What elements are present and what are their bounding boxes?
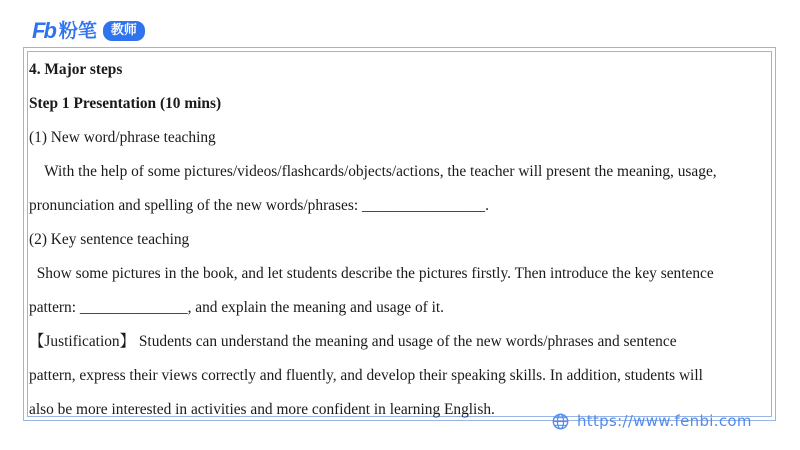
justification-line1: 【Justification】 Students can understand the meaning and usage of the new words/phrases and sentence bbox=[29, 333, 677, 350]
fenbi-logo bbox=[32, 19, 145, 43]
section-heading: 4. Major steps bbox=[29, 61, 123, 78]
item2-text-line1: Show some pictures in the book, and let students describe the pictures firstly. Then introduce the key sentence bbox=[29, 265, 714, 282]
item2-text-line2: pattern: ______________, and explain the meaning and usage of it. bbox=[29, 299, 445, 316]
item1-text-line2: pronunciation and spelling of the new words/phrases: ________________. bbox=[29, 197, 489, 214]
globe-icon bbox=[552, 413, 569, 430]
logo-brand-name: 粉笔 bbox=[58, 20, 97, 42]
item2-title: (2) Key sentence teaching bbox=[29, 231, 190, 248]
justification-line3: also be more interested in activities and more confident in learning English. bbox=[29, 401, 495, 418]
item1-title: (1) New word/phrase teaching bbox=[29, 129, 216, 146]
document-content bbox=[29, 55, 774, 429]
footer-url: https://www.fenbi.com bbox=[577, 412, 752, 430]
item1-text-line1: With the help of some pictures/videos/flashcards/objects/actions, the teacher will present the meaning, usage, bbox=[29, 163, 717, 180]
justification-line2: pattern, express their views correctly and fluently, and develop their speaking skills. In addition, students will bbox=[29, 367, 703, 384]
logo-mark: Fb bbox=[32, 18, 55, 43]
logo-badge: 教师 bbox=[103, 21, 145, 41]
step-title: Step 1 Presentation (10 mins) bbox=[29, 95, 222, 112]
footer-watermark bbox=[552, 410, 752, 432]
